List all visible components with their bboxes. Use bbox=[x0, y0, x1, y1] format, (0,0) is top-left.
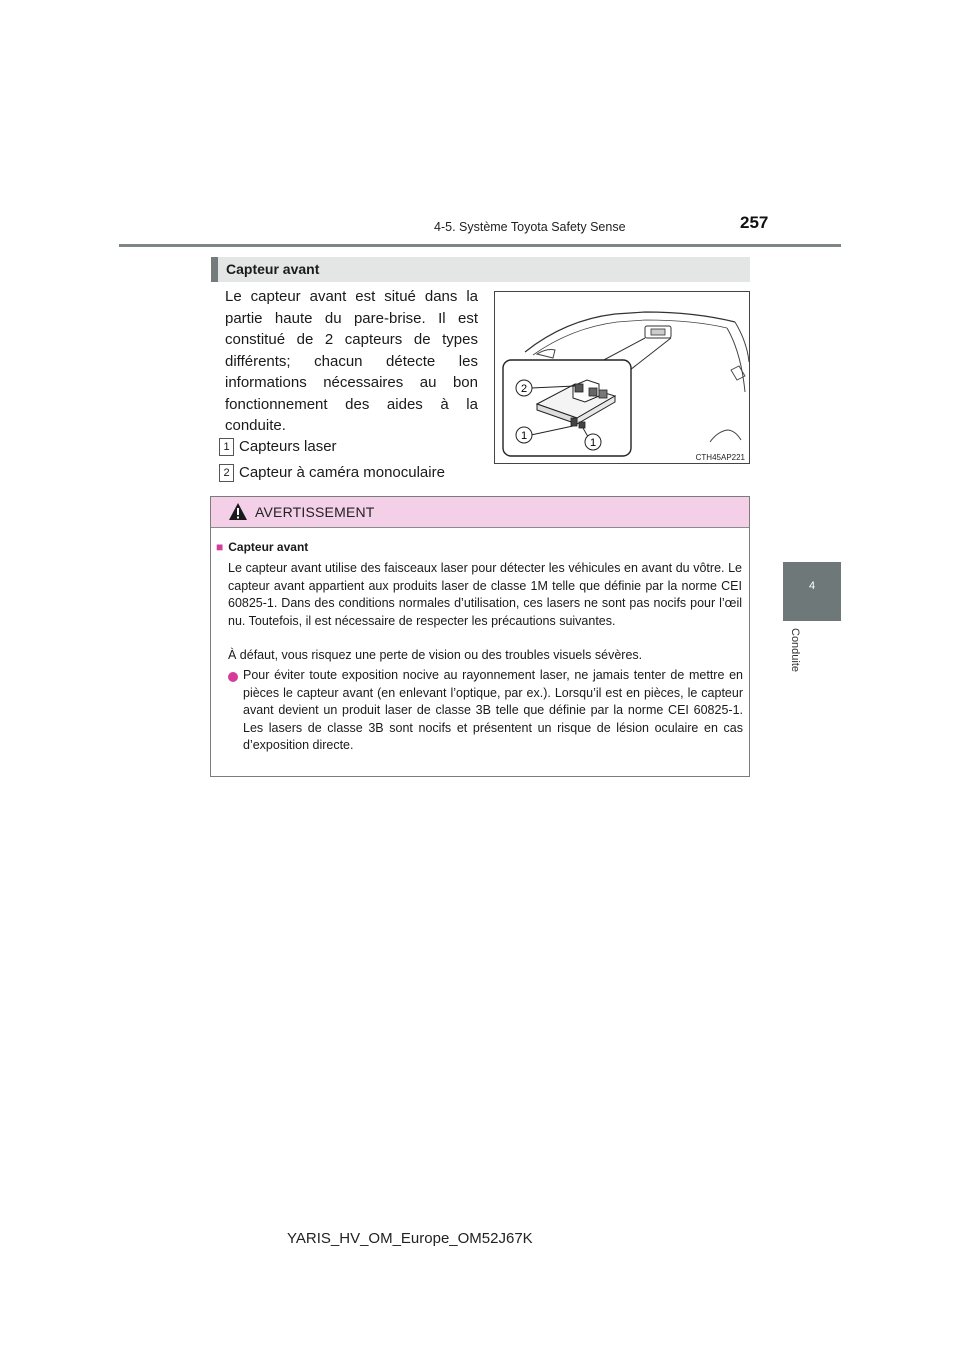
warning-header bbox=[211, 497, 749, 528]
chapter-tab-label bbox=[783, 628, 809, 698]
callout-2: 2 bbox=[520, 383, 528, 395]
legend-label: Capteur à caméra monoculaire bbox=[239, 464, 445, 481]
page-number: 257 bbox=[740, 213, 769, 232]
footer-doc-code: YARIS_HV_OM_Europe_OM52J67K bbox=[287, 1230, 533, 1247]
legend-label: Capteurs laser bbox=[239, 438, 337, 455]
chapter-tab-number: 4 bbox=[808, 580, 816, 592]
square-bullet-icon: ■ bbox=[216, 540, 224, 554]
section-title: Capteur avant bbox=[226, 261, 320, 277]
warning-title: AVERTISSEMENT bbox=[255, 504, 375, 520]
legend-number: 1 bbox=[219, 438, 234, 456]
legend-number: 2 bbox=[219, 464, 234, 482]
chapter-tab[interactable] bbox=[783, 562, 841, 621]
legend-item-laser bbox=[219, 438, 337, 456]
warning-subheading-text: Capteur avant bbox=[228, 540, 309, 554]
warning-triangle-icon bbox=[228, 502, 248, 521]
warning-consequence: À défaut, vous risquez une perte de vision ou des troubles visuels sévères. bbox=[228, 648, 643, 662]
header-section-ref: 4-5. Système Toyota Safety Sense bbox=[434, 220, 626, 234]
section-heading-bar bbox=[211, 257, 750, 282]
illustration-code: CTH45AP221 bbox=[695, 453, 745, 462]
warning-paragraph: Le capteur avant utilise des faisceaux laser pour détecter les véhicules en avant du vôtre. Le capteur avant appartient aux produits laser de classe 1M telle que définie par la norme CEI 60825-1. Dans des conditions normales d’utilisation, ces lasers ne sont pas nocifs pour l’œil nu. Toutefois, il est nécessaire de respecter les précautions suivantes. bbox=[228, 561, 742, 628]
circle-bullet-icon bbox=[228, 672, 238, 682]
callout-1b: 1 bbox=[589, 437, 597, 449]
legend-item-camera bbox=[219, 464, 445, 482]
front-sensor-illustration bbox=[494, 291, 750, 464]
warning-box bbox=[210, 496, 750, 777]
warning-subheading bbox=[216, 540, 308, 554]
warning-bullet-text: Pour éviter toute exposition nocive au rayonnement laser, ne jamais tenter de mettre en pièces le capteur avant (en enlevant l’optique, par ex.). Lorsqu’il est en pièces, le capteur avant devient un produit laser de classe 3B telle que définie par la norme CEI 60825-1. Les lasers de classe 3B sont nocifs et présentent un risque de lésion oculaire en cas d’exposition directe. bbox=[243, 668, 743, 753]
section-heading-accent bbox=[211, 257, 218, 282]
chapter-tab-label-text: Conduite bbox=[789, 628, 801, 673]
callout-1a: 1 bbox=[520, 430, 528, 442]
intro-paragraph: Le capteur avant est situé dans la partie haute du pare-brise. Il est constitué de 2 capteurs de types différents; chacun détecte les informations nécessaires au bon fonctionnement des aides à la conduite. bbox=[225, 288, 478, 434]
header-divider bbox=[119, 244, 841, 247]
windshield-sensor-drawing bbox=[495, 292, 749, 463]
